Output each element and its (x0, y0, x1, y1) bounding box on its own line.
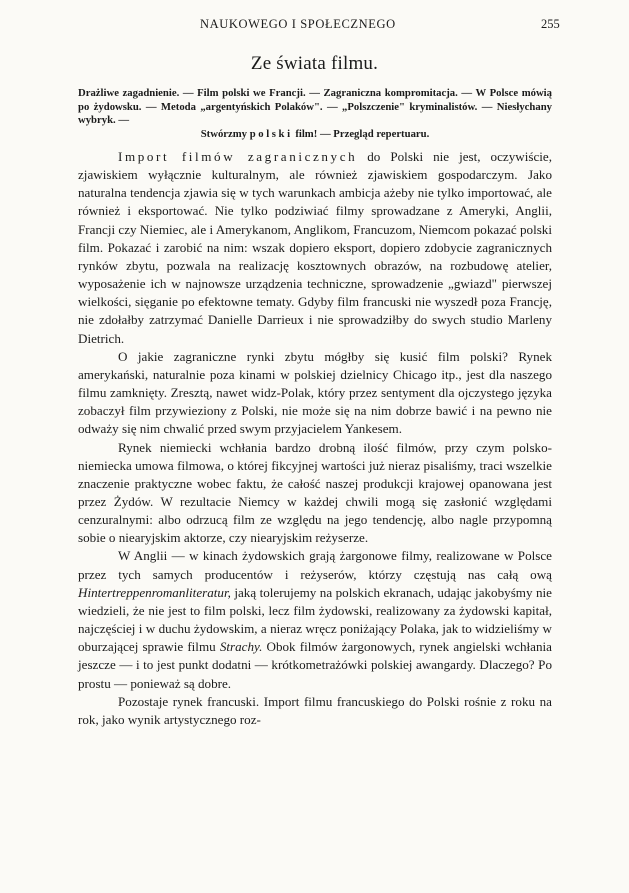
page-number: 255 (541, 17, 560, 31)
paragraph-text-c: Obok filmów żargonowych, rynek angielski wchłania jeszcze — i to jest punkt dodatni — krótkometrażówki polskiej awangardy. Dlaczego? Po prostu — ponieważ są dobre. (78, 639, 552, 691)
paragraph-1 (78, 148, 552, 348)
paragraph-text-a: W Anglii — w kinach żydowskich grają żargonowe filmy, realizowane w Polsce przez tych samych producentów i reżyserów, którzy częstują nas całą ową (78, 548, 552, 582)
paragraph-3: Rynek niemiecki wchłania bardzo drobną ilość filmów, przy czym polsko-niemiecka umowa filmowa, o której fikcyjnej wartości już nieraz pisaliśmy, traci wszelkie znaczenie praktyczne wobec faktu, że całość naszej produkcji krajowej opanowana jest przez Żydów. W rezultacie Niemcy w każdej chwili mogą się zasłonić względami cenzuralnymi: albo odrzucą film ze względu na jego tendencję, albo nagle przypomną sobie o niearyjskim aktorze, czy niearyjskim reżyserze. (78, 439, 552, 546)
italic-term: Hintertreppenromanliteratur, (78, 584, 231, 600)
summary-last-line (78, 128, 552, 142)
paragraph-4 (78, 547, 552, 692)
summary-text: Drażliwe zagadnienie. — Film polski we Francji. — Zagraniczna kompromitacja. — W Polsce mówią po żydowsku. — Metoda „argentyńskich Polaków". — „Polszczenie" kryminalistów. — Niesłychany wybryk. — (78, 87, 552, 126)
article-summary (78, 87, 552, 141)
italic-film-title: Strachy. (219, 639, 263, 655)
summary-text-b: film! — Przegląd repertuaru. (295, 127, 430, 140)
running-head: NAUKOWEGO I SPOŁECZNEGO (200, 17, 396, 31)
summary-spaced-word: polski (249, 127, 293, 140)
article-body (78, 148, 552, 729)
article-title: Ze świata filmu. (250, 53, 379, 74)
paragraph-text-b: jaką tolerujemy na polskich ekranach, udając jakobyśmy nie wiedzieli, że nie jest to film polski, lecz film żydowski, realizowany za żydowski kapitał, najczęściej i w duchu żydowskim, a nieraz wręcz poniżający Polaka, jak to widzieliśmy w oburzającej sprawie filmu (78, 584, 552, 655)
summary-text-a: Stwórzmy (200, 127, 248, 140)
paragraph-5: Pozostaje rynek francuski. Import filmu francuskiego do Polski rośnie z roku na rok, jako wynik artystycznego roz- (78, 693, 552, 727)
paragraph-lead-spaced: Import filmów zagranicznych (118, 149, 358, 164)
paragraph-text: do Polski nie jest, oczywiście, zjawiskiem wyłącznie kulturalnym, ale również zjawiskiem gospodarczym. Jako naturalna tendencja zjawia się w tych warunkach ambicja ażeby nie tylko importować, ale również i eksportować. Nie tylko podziwiać filmy sprowadzane z Ameryki, Anglii, Francji czy Niemiec, ale i Amerykanom, Anglikom, Francuzom, Niemcom pokazać polski film. Pokazać i zarobić na nim: wszak dopiero eksport, dopiero zdobycie zagranicznych rynków zbytu, pozwala na realizację kosztownych obrazów, na rozbudowę atelier, wyposażenie ich w najnowsze urządzenia techniczne, sprowadzenie „gwiazd" pierwszej wielkości, sięganie po efektowne tematy. Gdyby film francuski nie wyszedł poza Francję, nie zdołałby zatrzymać Danielle Darrieux i nie sprowadziłby do swych studio Marleny Dietrich. (78, 149, 552, 346)
paragraph-2: O jakie zagraniczne rynki zbytu mógłby się kusić film polski? Rynek amerykański, naturalnie poza kinami w polskiej dzielnicy Chicago itp., jest dla naszego filmu zamknięty. Zresztą, nawet widz-Polak, który przez sentyment dla ojczystego języka zobaczył film przywieziony z Polski, nie może się na nim dobrze bawić i na pewno nie odważy się nim chwalić przed swym przyjacielem Yankesem. (78, 348, 552, 437)
